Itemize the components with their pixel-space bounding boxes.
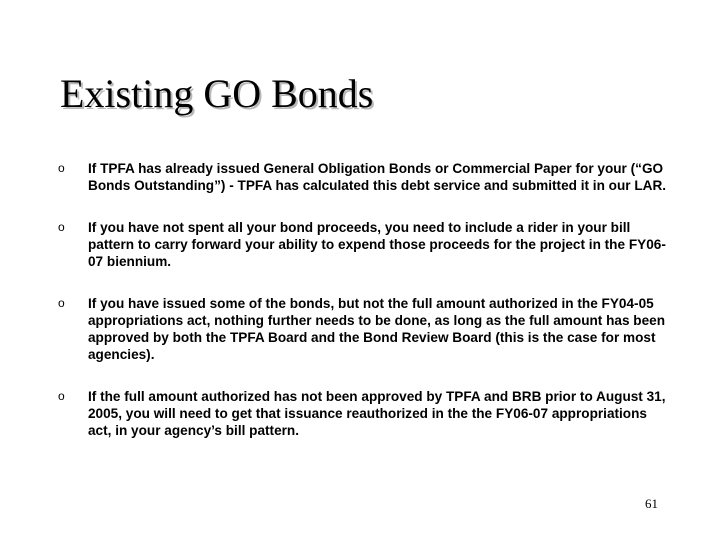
bullet-text: If you have not spent all your bond proceeds, you need to include a rider in your bill pattern to carry forward your ability to expend those proceeds for the project in the FY06-07 biennium. [88, 220, 666, 269]
bullet-item [58, 295, 668, 363]
bullet-marker: o [58, 296, 65, 310]
bullet-marker: o [58, 161, 65, 175]
bullet-text: If the full amount authorized has not been approved by TPFA and BRB prior to August 31, 2005, you will need to get that issuance reauthorized in the the FY06-07 appropriations act, in your agency’s bill pattern. [88, 389, 666, 438]
bullet-item [58, 160, 668, 194]
slide-title: Existing GO Bonds [60, 71, 374, 116]
bullet-marker: o [58, 220, 65, 234]
bullet-item [58, 388, 668, 439]
bullet-item [58, 219, 668, 270]
bullet-text: If you have issued some of the bonds, but not the full amount authorized in the FY04-05 appropriations act, nothing further needs to be done, as long as the full amount has been approved by both the TPFA Board and the Bond Review Board (this is the case for most agencies). [88, 296, 666, 362]
bullet-list [58, 160, 668, 464]
page-number: 61 [645, 496, 658, 511]
bullet-text: If TPFA has already issued General Obligation Bonds or Commercial Paper for your (“GO Bonds Outstanding”) - TPFA has calculated this debt service and submitted it in our LAR. [88, 161, 667, 193]
bullet-marker: o [58, 389, 65, 403]
